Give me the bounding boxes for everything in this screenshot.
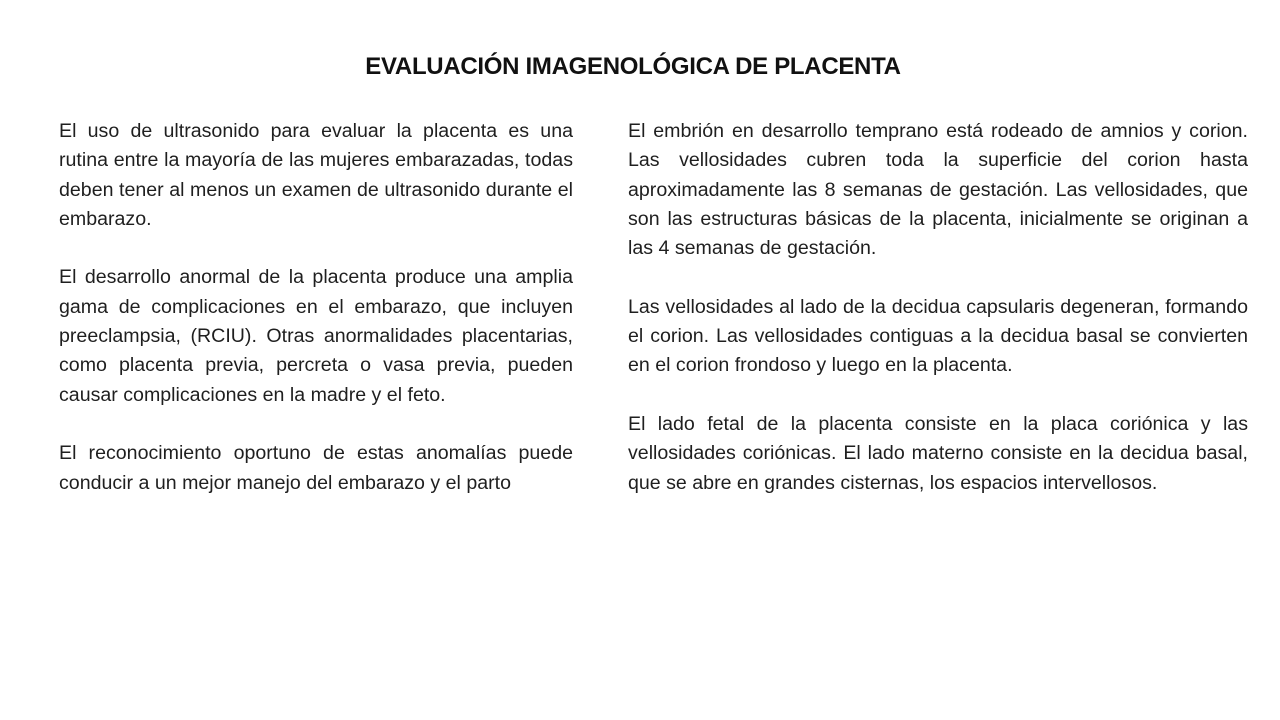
slide-title: EVALUACIÓN IMAGENOLÓGICA DE PLACENTA bbox=[365, 53, 901, 80]
left-paragraph-2: El desarrollo anormal de la placenta produce una amplia gama de complicaciones en el embarazo, que incluyen preeclampsia, (RCIU). Otras anormalidades placentarias, como placenta previa, percreta o vasa previa, pueden causar complicaciones en la madre y el feto. bbox=[59, 266, 573, 406]
left-paragraph-3: El reconocimiento oportuno de estas anomalías puede conducir a un mejor manejo del embarazo y el parto bbox=[59, 442, 573, 494]
left-column bbox=[59, 117, 573, 527]
right-paragraph-1: El embrión en desarrollo temprano está rodeado de amnios y corion. Las vellosidades cubren toda la superficie del corion hasta aproximadamente las 8 semanas de gestación. Las vellosidades, que son las estructuras básicas de la placenta, inicialmente se originan a las 4 semanas de gestación. bbox=[628, 120, 1248, 260]
right-paragraph-3: El lado fetal de la placenta consiste en la placa coriónica y las vellosidades coriónicas. El lado materno consiste en la decidua basal, que se abre en grandes cisternas, los espacios intervellosos. bbox=[628, 412, 1248, 494]
left-paragraph-1: El uso de ultrasonido para evaluar la placenta es una rutina entre la mayoría de las mujeres embarazadas, todas deben tener al menos un examen de ultrasonido durante el embarazo. bbox=[59, 120, 573, 230]
right-column bbox=[628, 117, 1248, 527]
right-paragraph-2: Las vellosidades al lado de la decidua capsularis degeneran, formando el corion. Las vellosidades contiguas a la decidua basal se convierten en el corion frondoso y luego en la placenta. bbox=[628, 295, 1248, 377]
